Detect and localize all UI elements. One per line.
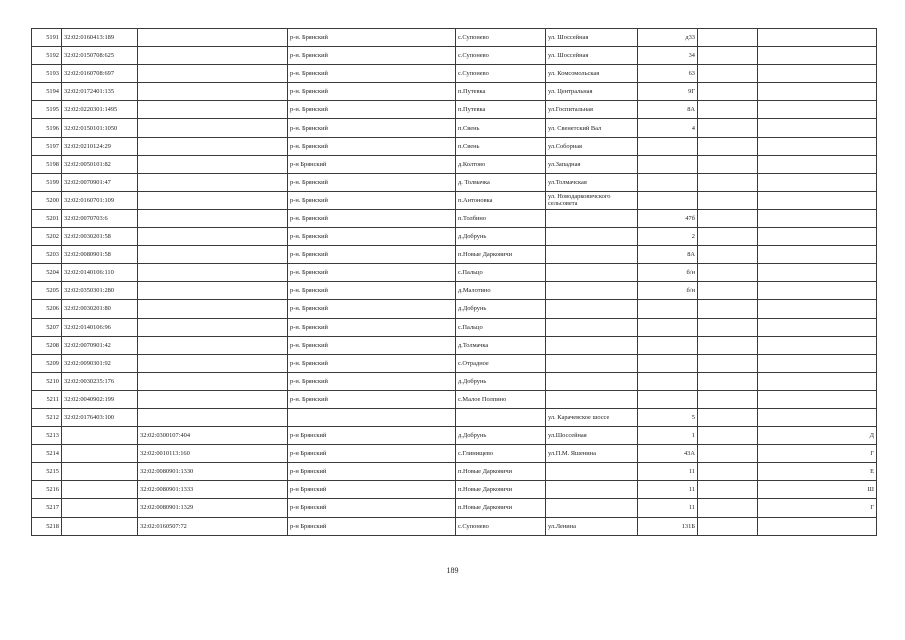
house-number-cell: 11	[638, 481, 698, 499]
table-row	[32, 390, 877, 408]
house-number-cell	[638, 300, 698, 318]
house-number-cell: 5	[638, 408, 698, 426]
district-cell: р-н. Брянский	[288, 336, 456, 354]
extra-cell	[698, 300, 758, 318]
row-number-cell: 5208	[32, 336, 62, 354]
letter-cell	[758, 390, 877, 408]
letter-cell	[758, 209, 877, 227]
cadastral-number-cell: 32:02:0030201:80	[62, 300, 138, 318]
cadastral-number-cell: 32:02:0176403:100	[62, 408, 138, 426]
cadastral-number-alt-cell: 32:02:0080901:1333	[138, 481, 288, 499]
row-number-cell: 5212	[32, 408, 62, 426]
house-number-cell: б/н	[638, 264, 698, 282]
cadastral-number-alt-cell	[138, 408, 288, 426]
letter-cell	[758, 83, 877, 101]
row-number-cell: 5210	[32, 372, 62, 390]
district-cell: р-н. Брянский	[288, 372, 456, 390]
row-number-cell: 5203	[32, 246, 62, 264]
extra-cell	[698, 372, 758, 390]
table-row	[32, 101, 877, 119]
cadastral-number-cell: 32:02:0040902:199	[62, 390, 138, 408]
table-row	[32, 47, 877, 65]
cadastral-number-alt-cell	[138, 246, 288, 264]
table-row	[32, 246, 877, 264]
cadastral-number-alt-cell	[138, 65, 288, 83]
settlement-cell: с.Супонево	[456, 517, 546, 535]
settlement-cell: п.Новые Дарковичи	[456, 499, 546, 517]
cadastral-number-cell	[62, 463, 138, 481]
settlement-cell: п.Свень	[456, 137, 546, 155]
extra-cell	[698, 246, 758, 264]
letter-cell	[758, 372, 877, 390]
extra-cell	[698, 209, 758, 227]
cadastral-number-alt-cell	[138, 228, 288, 246]
property-register-table	[31, 28, 877, 536]
settlement-cell: п.Путевка	[456, 101, 546, 119]
letter-cell: Ш	[758, 481, 877, 499]
cadastral-number-alt-cell: 32:02:0010113:160	[138, 445, 288, 463]
district-cell: р-н. Брянский	[288, 300, 456, 318]
cadastral-number-alt-cell	[138, 282, 288, 300]
house-number-cell	[638, 155, 698, 173]
district-cell: р-н. Брянский	[288, 29, 456, 47]
street-cell	[546, 318, 638, 336]
extra-cell	[698, 83, 758, 101]
letter-cell	[758, 47, 877, 65]
extra-cell	[698, 282, 758, 300]
house-number-cell: 8А	[638, 101, 698, 119]
row-number-cell: 5201	[32, 209, 62, 227]
row-number-cell: 5200	[32, 191, 62, 209]
settlement-cell: с.Пальцо	[456, 264, 546, 282]
settlement-cell: п.Новые Дарковичи	[456, 246, 546, 264]
house-number-cell: 11	[638, 499, 698, 517]
house-number-cell	[638, 137, 698, 155]
letter-cell	[758, 517, 877, 535]
table-row	[32, 336, 877, 354]
street-cell	[546, 354, 638, 372]
cadastral-number-cell	[62, 499, 138, 517]
cadastral-number-alt-cell	[138, 318, 288, 336]
table-row	[32, 83, 877, 101]
house-number-cell: 47б	[638, 209, 698, 227]
district-cell: р-н. Брянский	[288, 246, 456, 264]
street-cell: ул.П.М. Яшенина	[546, 445, 638, 463]
settlement-cell: д.Добрунь	[456, 228, 546, 246]
street-cell: ул.Соборная	[546, 137, 638, 155]
cadastral-number-cell: 32:02:0080901:58	[62, 246, 138, 264]
table-row	[32, 372, 877, 390]
table-row	[32, 209, 877, 227]
cadastral-number-cell: 32:02:0090301:92	[62, 354, 138, 372]
row-number-cell: 5216	[32, 481, 62, 499]
street-cell: ул. Новодарковичского сельсовета	[546, 191, 638, 209]
table-row	[32, 29, 877, 47]
house-number-cell: б/н	[638, 282, 698, 300]
letter-cell	[758, 336, 877, 354]
letter-cell	[758, 318, 877, 336]
cadastral-number-alt-cell	[138, 137, 288, 155]
cadastral-number-alt-cell	[138, 209, 288, 227]
table-row	[32, 318, 877, 336]
settlement-cell: п.Толбино	[456, 209, 546, 227]
table-row	[32, 445, 877, 463]
extra-cell	[698, 517, 758, 535]
cadastral-number-alt-cell: 32:02:0080901:1329	[138, 499, 288, 517]
cadastral-number-alt-cell	[138, 155, 288, 173]
table-row	[32, 119, 877, 137]
letter-cell	[758, 65, 877, 83]
street-cell: ул.Толмачская	[546, 173, 638, 191]
settlement-cell: д.Добрунь	[456, 300, 546, 318]
settlement-cell: д.Толмачка	[456, 336, 546, 354]
settlement-cell: с.Глинищево	[456, 445, 546, 463]
table-row	[32, 155, 877, 173]
street-cell	[546, 209, 638, 227]
cadastral-number-cell	[62, 445, 138, 463]
letter-cell	[758, 101, 877, 119]
cadastral-number-cell: 32:02:0172401:135	[62, 83, 138, 101]
house-number-cell	[638, 354, 698, 372]
cadastral-number-alt-cell	[138, 372, 288, 390]
row-number-cell: 5209	[32, 354, 62, 372]
cadastral-number-cell: 32:02:0160701:109	[62, 191, 138, 209]
house-number-cell	[638, 318, 698, 336]
letter-cell: Г	[758, 499, 877, 517]
cadastral-number-alt-cell	[138, 29, 288, 47]
extra-cell	[698, 65, 758, 83]
district-cell: р-н. Брянский	[288, 137, 456, 155]
letter-cell	[758, 354, 877, 372]
table-row	[32, 173, 877, 191]
street-cell: ул. Свенетский Вал	[546, 119, 638, 137]
settlement-cell: п.Новые Дарковичи	[456, 463, 546, 481]
letter-cell	[758, 408, 877, 426]
district-cell: р-н. Брянский	[288, 354, 456, 372]
extra-cell	[698, 137, 758, 155]
settlement-cell: с.Пальцо	[456, 318, 546, 336]
street-cell	[546, 499, 638, 517]
extra-cell	[698, 29, 758, 47]
table-row	[32, 65, 877, 83]
settlement-cell: п.Путевка	[456, 83, 546, 101]
settlement-cell: д.Добрунь	[456, 372, 546, 390]
house-number-cell	[638, 191, 698, 209]
row-number-cell: 5206	[32, 300, 62, 318]
extra-cell	[698, 390, 758, 408]
row-number-cell: 5197	[32, 137, 62, 155]
house-number-cell: 1	[638, 427, 698, 445]
street-cell	[546, 228, 638, 246]
district-cell: р-н. Брянский	[288, 228, 456, 246]
settlement-cell: д. Толмачка	[456, 173, 546, 191]
cadastral-number-cell: 32:02:0150708:625	[62, 47, 138, 65]
row-number-cell: 5195	[32, 101, 62, 119]
cadastral-number-cell: 32:02:0070703:6	[62, 209, 138, 227]
extra-cell	[698, 264, 758, 282]
table-row	[32, 282, 877, 300]
extra-cell	[698, 101, 758, 119]
extra-cell	[698, 408, 758, 426]
letter-cell	[758, 29, 877, 47]
table-row	[32, 137, 877, 155]
row-number-cell: 5215	[32, 463, 62, 481]
extra-cell	[698, 318, 758, 336]
street-cell: ул. Шоссейная	[546, 47, 638, 65]
street-cell	[546, 246, 638, 264]
row-number-cell: 5202	[32, 228, 62, 246]
letter-cell	[758, 264, 877, 282]
cadastral-number-cell	[62, 517, 138, 535]
house-number-cell: 63	[638, 65, 698, 83]
cadastral-number-alt-cell	[138, 390, 288, 408]
house-number-cell: 34	[638, 47, 698, 65]
cadastral-number-alt-cell	[138, 354, 288, 372]
cadastral-number-alt-cell	[138, 191, 288, 209]
letter-cell	[758, 155, 877, 173]
extra-cell	[698, 155, 758, 173]
district-cell: р-н Брянский	[288, 155, 456, 173]
district-cell: р-н. Брянский	[288, 47, 456, 65]
cadastral-number-alt-cell	[138, 173, 288, 191]
table-row	[32, 408, 877, 426]
extra-cell	[698, 228, 758, 246]
district-cell: р-н Брянский	[288, 517, 456, 535]
cadastral-number-alt-cell	[138, 83, 288, 101]
table-row	[32, 427, 877, 445]
letter-cell	[758, 191, 877, 209]
house-number-cell: 8А	[638, 246, 698, 264]
house-number-cell: 9Г	[638, 83, 698, 101]
table-row	[32, 354, 877, 372]
house-number-cell	[638, 173, 698, 191]
letter-cell: Д	[758, 427, 877, 445]
page-number: 189	[446, 566, 459, 575]
cadastral-number-cell: 32:02:0030235:176	[62, 372, 138, 390]
extra-cell	[698, 354, 758, 372]
letter-cell: Г	[758, 445, 877, 463]
row-number-cell: 5213	[32, 427, 62, 445]
street-cell	[546, 481, 638, 499]
district-cell: р-н. Брянский	[288, 173, 456, 191]
cadastral-number-alt-cell: 32:02:0300107:404	[138, 427, 288, 445]
district-cell: р-н. Брянский	[288, 282, 456, 300]
street-cell: ул.Ленина	[546, 517, 638, 535]
table-body	[32, 29, 877, 536]
street-cell	[546, 282, 638, 300]
district-cell: р-н Брянский	[288, 463, 456, 481]
extra-cell	[698, 499, 758, 517]
settlement-cell: п.Новые Дарковичи	[456, 481, 546, 499]
settlement-cell: д.Колтово	[456, 155, 546, 173]
cadastral-number-alt-cell	[138, 119, 288, 137]
cadastral-number-cell: 32:02:0070901:47	[62, 173, 138, 191]
row-number-cell: 5217	[32, 499, 62, 517]
extra-cell	[698, 119, 758, 137]
settlement-cell: с.Супонево	[456, 29, 546, 47]
cadastral-number-cell: 32:02:0140106:110	[62, 264, 138, 282]
extra-cell	[698, 481, 758, 499]
cadastral-number-alt-cell	[138, 336, 288, 354]
row-number-cell: 5191	[32, 29, 62, 47]
settlement-cell: с.Супонево	[456, 47, 546, 65]
extra-cell	[698, 173, 758, 191]
letter-cell	[758, 282, 877, 300]
settlement-cell: д.Малотино	[456, 282, 546, 300]
district-cell: р-н. Брянский	[288, 65, 456, 83]
row-number-cell: 5218	[32, 517, 62, 535]
cadastral-number-alt-cell	[138, 264, 288, 282]
house-number-cell	[638, 390, 698, 408]
extra-cell	[698, 445, 758, 463]
table-row	[32, 481, 877, 499]
table-row	[32, 264, 877, 282]
settlement-cell: с.Малое Полпино	[456, 390, 546, 408]
row-number-cell: 5199	[32, 173, 62, 191]
settlement-cell: с.Супонево	[456, 65, 546, 83]
street-cell: ул. Центральная	[546, 83, 638, 101]
cadastral-number-alt-cell	[138, 101, 288, 119]
settlement-cell: п.Свень	[456, 119, 546, 137]
letter-cell	[758, 119, 877, 137]
district-cell: р-н. Брянский	[288, 101, 456, 119]
row-number-cell: 5193	[32, 65, 62, 83]
district-cell: р-н. Брянский	[288, 318, 456, 336]
extra-cell	[698, 47, 758, 65]
extra-cell	[698, 336, 758, 354]
house-number-cell	[638, 372, 698, 390]
cadastral-number-cell: 32:02:0150101:1050	[62, 119, 138, 137]
district-cell: р-н. Брянский	[288, 209, 456, 227]
row-number-cell: 5198	[32, 155, 62, 173]
extra-cell	[698, 427, 758, 445]
settlement-cell	[456, 408, 546, 426]
letter-cell	[758, 137, 877, 155]
row-number-cell: 5196	[32, 119, 62, 137]
house-number-cell: 131Б	[638, 517, 698, 535]
street-cell: ул. Комсомольская	[546, 65, 638, 83]
house-number-cell: д33	[638, 29, 698, 47]
street-cell: ул. Шоссейная	[546, 29, 638, 47]
cadastral-number-cell: 32:02:0070901:42	[62, 336, 138, 354]
district-cell	[288, 408, 456, 426]
district-cell: р-н. Брянский	[288, 83, 456, 101]
cadastral-number-cell: 32:02:0030201:58	[62, 228, 138, 246]
cadastral-number-alt-cell: 32:02:0160507:72	[138, 517, 288, 535]
letter-cell: Е	[758, 463, 877, 481]
house-number-cell: 11	[638, 463, 698, 481]
row-number-cell: 5194	[32, 83, 62, 101]
street-cell	[546, 300, 638, 318]
row-number-cell: 5211	[32, 390, 62, 408]
row-number-cell: 5204	[32, 264, 62, 282]
cadastral-number-alt-cell	[138, 300, 288, 318]
street-cell: ул.Западная	[546, 155, 638, 173]
table-row	[32, 300, 877, 318]
street-cell	[546, 336, 638, 354]
row-number-cell: 5192	[32, 47, 62, 65]
district-cell: р-н Брянский	[288, 427, 456, 445]
extra-cell	[698, 191, 758, 209]
house-number-cell: 43А	[638, 445, 698, 463]
settlement-cell: п.Антоновка	[456, 191, 546, 209]
street-cell	[546, 372, 638, 390]
district-cell: р-н. Брянский	[288, 191, 456, 209]
letter-cell	[758, 246, 877, 264]
table-row	[32, 228, 877, 246]
cadastral-number-cell	[62, 481, 138, 499]
table-row	[32, 191, 877, 209]
letter-cell	[758, 173, 877, 191]
letter-cell	[758, 228, 877, 246]
extra-cell	[698, 463, 758, 481]
table-row	[32, 463, 877, 481]
cadastral-number-alt-cell	[138, 47, 288, 65]
district-cell: р-н Брянский	[288, 481, 456, 499]
cadastral-number-cell: 32:02:0140106:96	[62, 318, 138, 336]
cadastral-number-cell: 32:02:0220301:1495	[62, 101, 138, 119]
district-cell: р-н Брянский	[288, 445, 456, 463]
row-number-cell: 5205	[32, 282, 62, 300]
row-number-cell: 5214	[32, 445, 62, 463]
settlement-cell: д.Добрунь	[456, 427, 546, 445]
district-cell: р-н Брянский	[288, 499, 456, 517]
street-cell: ул. Карачевское шоссе	[546, 408, 638, 426]
row-number-cell: 5207	[32, 318, 62, 336]
district-cell: р-н. Брянский	[288, 390, 456, 408]
cadastral-number-cell: 32:02:0160413:189	[62, 29, 138, 47]
house-number-cell: 2	[638, 228, 698, 246]
street-cell	[546, 390, 638, 408]
cadastral-number-cell	[62, 427, 138, 445]
house-number-cell	[638, 336, 698, 354]
cadastral-number-cell: 32:02:0050101:82	[62, 155, 138, 173]
table-row	[32, 499, 877, 517]
district-cell: р-н. Брянский	[288, 119, 456, 137]
cadastral-number-cell: 32:02:0210124:29	[62, 137, 138, 155]
letter-cell	[758, 300, 877, 318]
cadastral-number-cell: 32:02:0160708:697	[62, 65, 138, 83]
street-cell: ул.Госпитальная	[546, 101, 638, 119]
cadastral-number-alt-cell: 32:02:0080901:1330	[138, 463, 288, 481]
house-number-cell: 4	[638, 119, 698, 137]
district-cell: р-н. Брянский	[288, 264, 456, 282]
table-row	[32, 517, 877, 535]
street-cell	[546, 264, 638, 282]
cadastral-number-cell: 32:02:0350301:280	[62, 282, 138, 300]
settlement-cell: с.Отрадное	[456, 354, 546, 372]
street-cell	[546, 463, 638, 481]
street-cell: ул.Шоссейная	[546, 427, 638, 445]
